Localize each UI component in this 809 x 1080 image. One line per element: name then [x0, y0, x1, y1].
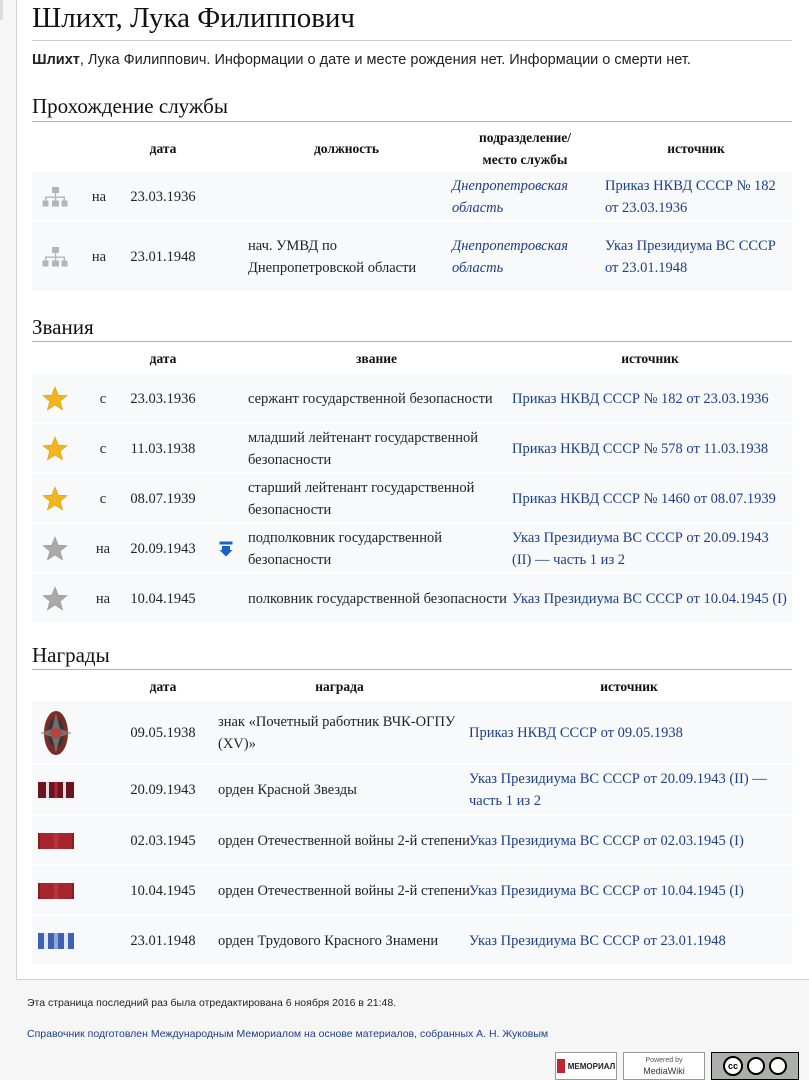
- rank-row: [32, 474, 792, 523]
- award-row-date: 10.04.1945: [130, 882, 196, 899]
- org-structure-icon: [42, 186, 68, 208]
- red-banner-labour-ribbon-icon: [38, 933, 74, 949]
- service-col-unit-line2: место службы: [482, 152, 568, 167]
- cc-sa-icon: [769, 1057, 787, 1075]
- down-arrow-icon: [219, 541, 233, 557]
- service-row-unit: [452, 172, 602, 221]
- gold-star-icon: [42, 436, 68, 462]
- award-row-name: орден Трудового Красного Знамени: [218, 932, 439, 949]
- service-heading: Прохождение службы: [32, 94, 228, 118]
- rank-row-source: [512, 474, 790, 523]
- award-row-date: 23.01.1948: [130, 932, 196, 949]
- rank-row-prep: на: [95, 590, 111, 607]
- rank-row-source-link[interactable]: Указ Президиума ВС СССР от 10.04.1945 (I): [512, 590, 787, 607]
- gray-star-icon: [42, 536, 68, 562]
- award-row-source: [469, 816, 789, 865]
- service-row-source-link[interactable]: Приказ НКВД СССР № 182 от 23.03.1936: [605, 177, 776, 216]
- award-row-source: [469, 765, 789, 815]
- service-row-icon: [38, 172, 72, 221]
- rank-row-rank: старший лейтенант государственной безопасности: [248, 479, 475, 518]
- rank-row: [32, 574, 792, 623]
- service-row-icon: [38, 222, 72, 292]
- rank-row-source: [512, 424, 790, 473]
- award-row-icon: [36, 916, 76, 965]
- rank-row-star: [38, 574, 72, 623]
- rank-row-star: [38, 424, 72, 473]
- rank-row-star: [38, 374, 72, 423]
- award-row: [32, 765, 792, 815]
- award-row-icon: [36, 866, 76, 915]
- rank-row-star: [38, 524, 72, 573]
- footer-last-edited: Эта страница последний раз была отредактирована 6 ноября 2016 в 21:48.: [27, 997, 397, 1009]
- rank-row-prep: с: [99, 490, 107, 507]
- service-row-date: 23.03.1936: [130, 188, 196, 205]
- rank-row-rank: младший лейтенант государственной безопасности: [248, 429, 478, 468]
- awards-col-source: источник: [600, 679, 658, 694]
- memorial-badge[interactable]: [555, 1052, 617, 1080]
- service-col-date: дата: [149, 141, 177, 156]
- service-row-position: [248, 172, 448, 221]
- rank-row-date: 20.09.1943: [130, 540, 196, 557]
- mediawiki-badge-top: Powered by: [645, 1057, 683, 1064]
- org-structure-icon: [42, 246, 68, 268]
- patriotic-war-ribbon-icon: [38, 833, 74, 849]
- page-title: Шлихт, Лука Филиппович: [32, 2, 355, 34]
- award-row-source: [469, 701, 789, 764]
- rank-row-source: [512, 374, 790, 423]
- award-row-date: 02.03.1945: [130, 832, 196, 849]
- service-row: [32, 222, 792, 292]
- rank-row-source: [512, 524, 790, 573]
- cc-logo-icon: cc: [723, 1056, 743, 1076]
- awards-heading: Награды: [32, 643, 110, 667]
- gray-star-icon: [42, 586, 68, 612]
- rank-row-prep: с: [99, 440, 107, 457]
- service-row-unit: [452, 222, 602, 292]
- award-row-source-link[interactable]: Указ Президиума ВС СССР от 10.04.1945 (I): [469, 882, 744, 899]
- red-star-ribbon-icon: [38, 782, 74, 798]
- service-row-source: [605, 222, 791, 292]
- award-row-name: орден Отечественной войны 2-й степени: [218, 882, 470, 899]
- rank-row: [32, 374, 792, 423]
- intro-text: , Лука Филиппович. Информации о дате и месте рождения нет. Информации о смерти нет.: [79, 52, 691, 68]
- rank-row-star: [38, 474, 72, 523]
- ranks-col-rank: звание: [355, 351, 397, 366]
- rank-row-source-link[interactable]: Приказ НКВД СССР № 578 от 11.03.1938: [512, 440, 769, 457]
- award-row-source-link[interactable]: Указ Президиума ВС СССР от 23.01.1948: [469, 932, 726, 949]
- service-divider: [32, 121, 792, 122]
- rank-row-marker[interactable]: [216, 524, 236, 573]
- rank-row-date: 10.04.1945: [130, 590, 196, 607]
- award-row: [32, 866, 792, 915]
- left-edge: [0, 0, 3, 20]
- service-row-unit-link[interactable]: Днепропетровская область: [452, 238, 569, 276]
- service-col-unit-line1: подразделение/: [478, 130, 572, 145]
- award-row-source-link[interactable]: Указ Президиума ВС СССР от 02.03.1945 (I): [469, 832, 744, 849]
- award-row-source-link[interactable]: Указ Президиума ВС СССР от 20.09.1943 (II) — часть 1 из 2: [469, 771, 767, 809]
- rank-row-rank: сержант государственной безопасности: [248, 390, 493, 407]
- rank-row-prep: с: [99, 390, 107, 407]
- service-row-unit-link[interactable]: Днепропетровская область: [452, 177, 569, 216]
- service-row-date: 23.01.1948: [130, 249, 196, 265]
- badge-medal-icon: [39, 705, 73, 761]
- mediawiki-badge[interactable]: [623, 1052, 705, 1080]
- rank-row: [32, 424, 792, 473]
- rank-row-source-link[interactable]: Указ Президиума ВС СССР от 20.09.1943 (II) — часть 1 из 2: [512, 529, 769, 568]
- award-row: [32, 701, 792, 764]
- service-row-prep: на: [91, 249, 107, 265]
- award-row: [32, 816, 792, 865]
- award-row-source: [469, 866, 789, 915]
- rank-row-date: 08.07.1939: [130, 490, 196, 507]
- cc-license-badge[interactable]: [711, 1052, 799, 1080]
- ranks-col-source: источник: [621, 351, 679, 366]
- award-row-name: орден Красной Звезды: [218, 782, 357, 798]
- rank-row: [32, 524, 792, 573]
- awards-col-award: награда: [315, 679, 364, 694]
- award-row-date: 20.09.1943: [130, 782, 196, 798]
- award-row-icon: [36, 816, 76, 865]
- award-row-source-link[interactable]: Приказ НКВД СССР от 09.05.1938: [469, 724, 683, 741]
- rank-row-source-link[interactable]: Приказ НКВД СССР № 182 от 23.03.1936: [512, 390, 769, 407]
- memorial-badge-label: МЕМОРИАЛ: [567, 1061, 616, 1071]
- rank-row-rank: подполковник государственной безопасности: [248, 529, 442, 568]
- service-col-source: источник: [667, 141, 725, 156]
- gold-star-icon: [42, 486, 68, 512]
- awards-col-date: дата: [149, 679, 177, 694]
- footer-credits-link[interactable]: Справочник подготовлен Международным Мемориалом на основе материалов, собранных А. Н. Жуковым: [27, 1028, 549, 1040]
- rank-row-date: 23.03.1936: [130, 390, 196, 407]
- patriotic-war-ribbon-icon: [38, 883, 74, 899]
- rank-row-prep: на: [95, 540, 111, 557]
- ranks-heading: Звания: [32, 315, 94, 339]
- award-row: [32, 916, 792, 965]
- intro-surname: Шлихт: [32, 52, 80, 68]
- award-row-name: знак «Почетный работник ВЧК-ОГПУ (XV)»: [218, 713, 456, 752]
- rank-row-rank: полковник государственной безопасности: [248, 590, 507, 607]
- service-row-position: нач. УМВД по Днепропетровской области: [248, 238, 417, 276]
- award-row-name: орден Отечественной войны 2-й степени: [218, 832, 470, 849]
- title-divider: [32, 40, 792, 41]
- rank-row-source: [512, 574, 790, 623]
- award-row-icon: [36, 765, 76, 815]
- ranks-col-date: дата: [149, 351, 177, 366]
- award-row-source: [469, 916, 789, 965]
- award-row-icon: [36, 701, 76, 764]
- service-row: [32, 172, 792, 221]
- ranks-divider: [32, 341, 792, 342]
- service-col-position: должность: [313, 141, 380, 156]
- intro-paragraph: [32, 52, 691, 68]
- rank-row-date: 11.03.1938: [130, 440, 196, 457]
- memorial-logo-icon: [557, 1059, 565, 1073]
- service-row-source: [605, 172, 791, 221]
- mediawiki-badge-label: MediaWiki: [643, 1066, 685, 1076]
- award-row-date: 09.05.1938: [130, 724, 196, 741]
- gold-star-icon: [42, 386, 68, 412]
- cc-by-icon: [747, 1057, 765, 1075]
- awards-divider: [32, 669, 792, 670]
- service-row-source-link[interactable]: Указ Президиума ВС СССР от 23.01.1948: [605, 238, 776, 276]
- service-row-prep: на: [91, 188, 107, 205]
- rank-row-source-link[interactable]: Приказ НКВД СССР № 1460 от 08.07.1939: [512, 490, 776, 507]
